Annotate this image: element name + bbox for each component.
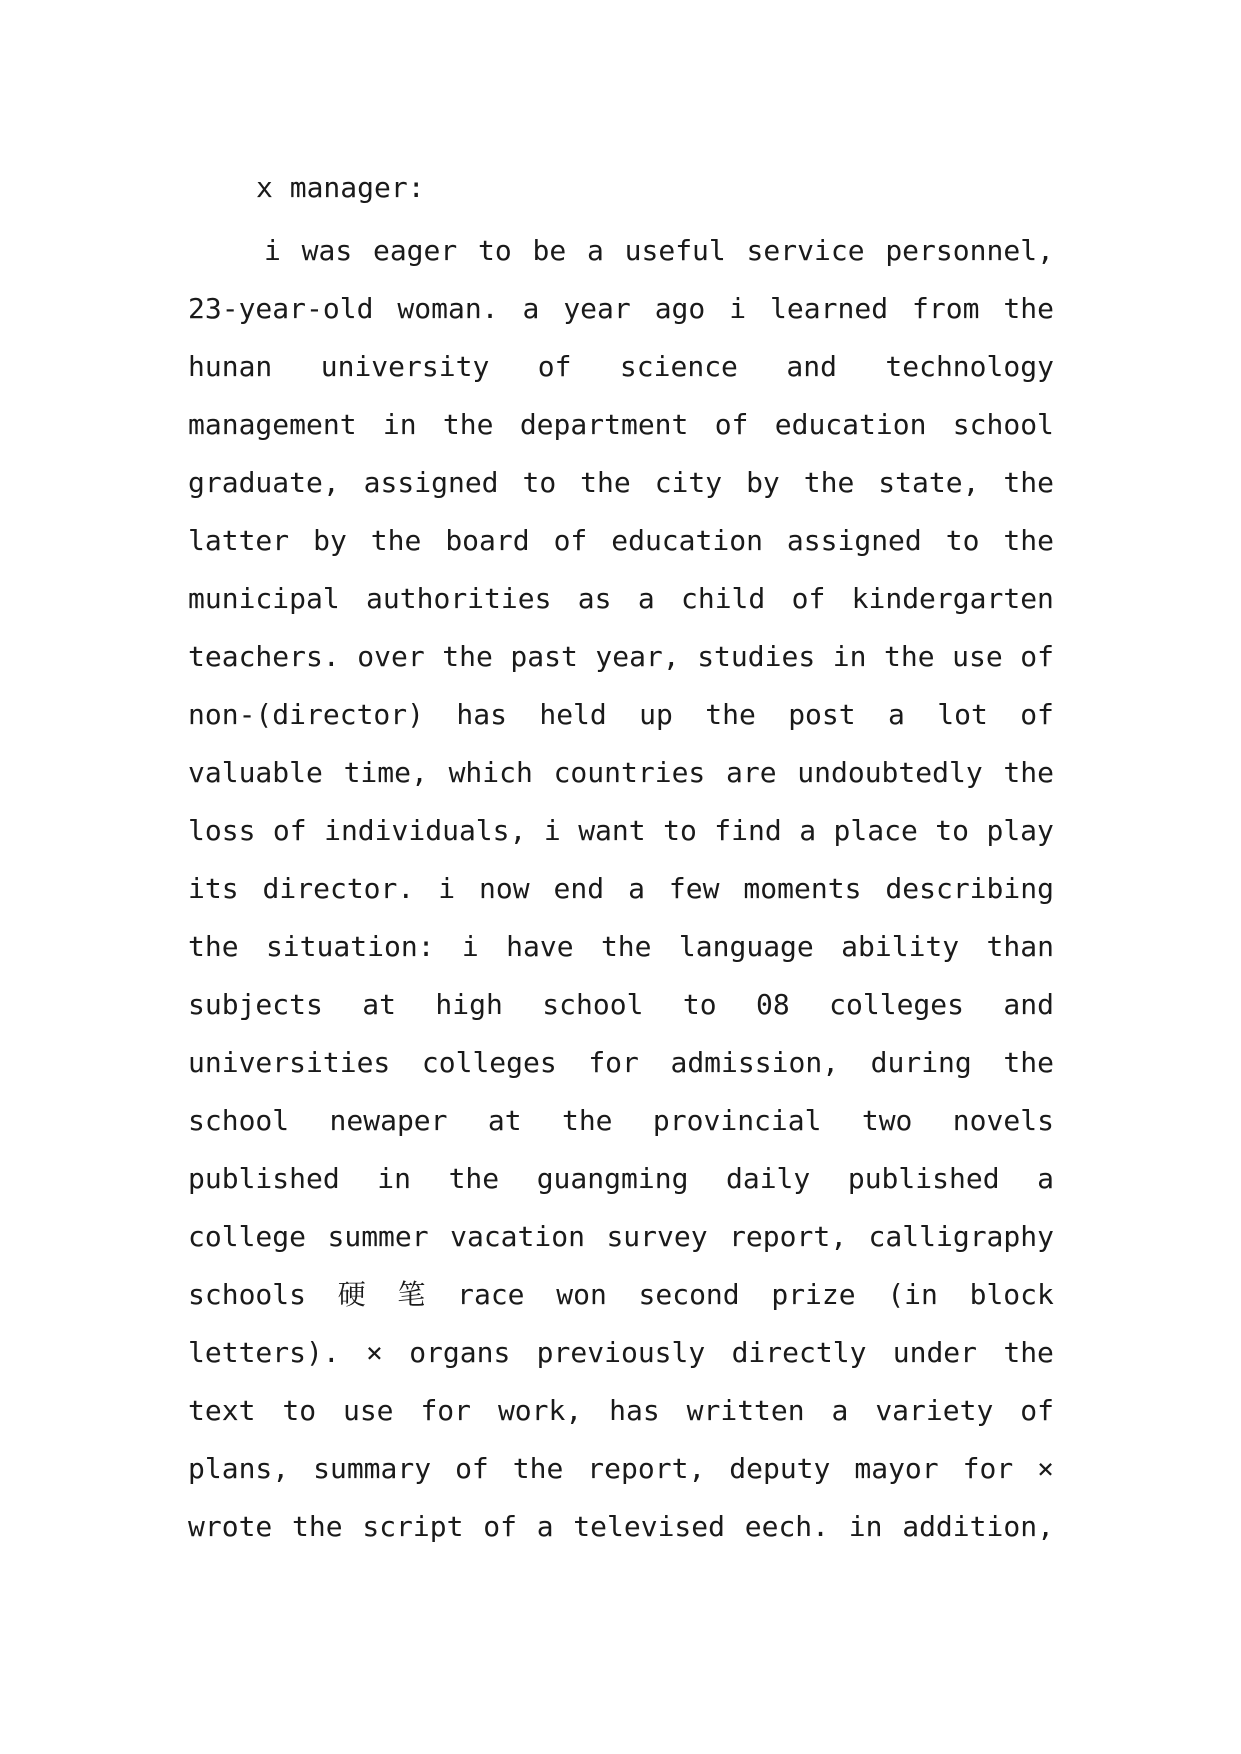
text-line — [188, 1208, 1054, 1266]
word: deputy — [729, 1452, 831, 1485]
word: the — [1003, 292, 1054, 325]
word: lot — [937, 698, 988, 731]
word: of — [1020, 698, 1054, 731]
word: the — [1003, 466, 1054, 499]
word: management — [188, 408, 357, 441]
word: directly — [731, 1336, 867, 1369]
word: provincial — [652, 1104, 822, 1137]
word: published — [847, 1162, 1000, 1195]
word: of — [483, 1510, 517, 1543]
word: to — [282, 1394, 317, 1427]
word: are — [725, 756, 777, 789]
word: of — [714, 408, 749, 441]
word: use — [952, 640, 1003, 673]
word: report, — [587, 1452, 706, 1485]
word: (in — [887, 1278, 938, 1311]
text-line — [188, 1092, 1054, 1150]
word: technology — [885, 350, 1054, 383]
word: letters). — [188, 1336, 340, 1369]
word: the — [1003, 1046, 1054, 1079]
word: i — [264, 234, 281, 267]
word: was — [301, 234, 353, 267]
word: hunan — [188, 350, 273, 383]
word: the — [803, 466, 855, 499]
word: post — [788, 698, 856, 731]
word: by — [746, 466, 780, 499]
word: year, — [595, 640, 680, 673]
word: report, — [729, 1220, 848, 1253]
word: useful — [624, 234, 726, 267]
word: of — [1020, 1394, 1054, 1427]
word: under — [892, 1336, 978, 1369]
word: a — [831, 1394, 849, 1427]
text-line — [188, 744, 1054, 802]
word: be — [532, 234, 567, 267]
word: i — [729, 292, 747, 325]
word: televised — [573, 1510, 725, 1543]
word: department — [519, 408, 689, 441]
word: the — [512, 1452, 564, 1485]
word: prize — [771, 1278, 856, 1311]
word: i — [438, 872, 456, 905]
word: high — [435, 988, 503, 1021]
word: place — [833, 814, 918, 847]
word: countries — [553, 756, 706, 789]
word: school — [952, 408, 1054, 441]
word: of — [791, 582, 826, 615]
word: to — [478, 234, 512, 267]
word: of — [537, 350, 572, 383]
word: use — [342, 1394, 394, 1427]
word: undoubtedly — [797, 756, 983, 789]
word: past — [510, 640, 578, 673]
word: text — [188, 1394, 256, 1427]
word: previously — [536, 1336, 706, 1369]
word: valuable — [188, 756, 323, 789]
word: the — [292, 1510, 343, 1543]
text-line — [188, 1382, 1054, 1440]
word: work, — [497, 1394, 583, 1427]
word: variety — [875, 1394, 994, 1427]
word: to — [682, 988, 717, 1021]
word: have — [506, 930, 574, 963]
word: eech. — [744, 1510, 830, 1543]
word: a — [628, 872, 645, 905]
letter-body — [188, 164, 1054, 1556]
word: find — [714, 814, 782, 847]
word: up — [639, 698, 673, 731]
word: two — [861, 1104, 913, 1137]
word: personnel, — [885, 234, 1054, 267]
text-line — [188, 222, 1054, 280]
word: mayor — [854, 1452, 939, 1485]
word: education — [611, 524, 763, 557]
text-line — [188, 570, 1054, 628]
text-line — [188, 1498, 1054, 1556]
word: woman. — [397, 292, 499, 325]
word: a — [522, 292, 540, 325]
word: and — [1003, 988, 1054, 1021]
word: graduate, — [188, 466, 340, 499]
word: 笔 — [397, 1278, 426, 1311]
text-line — [188, 1324, 1054, 1382]
word: the — [561, 1104, 613, 1137]
word: has — [456, 698, 507, 731]
word: survey — [606, 1220, 708, 1253]
word: ability — [841, 930, 960, 963]
word: describing — [885, 872, 1054, 905]
word: block — [969, 1278, 1054, 1311]
text-line — [188, 860, 1054, 918]
word: won — [556, 1278, 607, 1311]
text-line — [188, 454, 1054, 512]
word: learned — [770, 292, 889, 325]
word: state, — [878, 466, 980, 499]
word: race — [457, 1278, 525, 1311]
word: wrote — [188, 1510, 273, 1543]
word: the — [600, 930, 652, 963]
word: in — [848, 1510, 883, 1543]
word: eager — [372, 234, 458, 267]
word: education — [774, 408, 927, 441]
word: of — [455, 1452, 489, 1485]
word: published — [188, 1162, 340, 1195]
word: and — [786, 350, 837, 383]
text-line — [188, 396, 1054, 454]
word: calligraphy — [868, 1220, 1054, 1253]
text-line — [188, 976, 1054, 1034]
word: in — [377, 1162, 411, 1195]
word: to — [935, 814, 969, 847]
word: a — [637, 582, 655, 615]
word: municipal — [188, 582, 340, 615]
paragraph — [188, 222, 1054, 1556]
text-line — [188, 280, 1054, 338]
word: service — [746, 234, 865, 267]
word: the — [442, 408, 494, 441]
word: by — [313, 524, 347, 557]
word: ago — [654, 292, 706, 325]
word: during — [870, 1046, 972, 1079]
word: summer — [327, 1220, 429, 1253]
word: × — [1037, 1452, 1054, 1485]
word: latter — [188, 524, 290, 557]
word: novels — [952, 1104, 1054, 1137]
word: the — [1003, 1336, 1054, 1369]
word: for — [420, 1394, 472, 1427]
word: a — [536, 1510, 554, 1543]
word: moments — [743, 872, 862, 905]
word: admission, — [670, 1046, 840, 1079]
word: play — [986, 814, 1054, 847]
word: 08 — [756, 988, 790, 1021]
word: the — [1003, 756, 1054, 789]
word: teachers. — [188, 640, 340, 673]
word: the — [370, 524, 422, 557]
word: colleges — [421, 1046, 557, 1079]
text-line — [188, 628, 1054, 686]
word: second — [638, 1278, 740, 1311]
word: over — [357, 640, 425, 673]
word: child — [680, 582, 766, 615]
word: time, — [343, 756, 428, 789]
word: assigned — [363, 466, 499, 499]
word: written — [686, 1394, 805, 1427]
word: the — [448, 1162, 500, 1195]
word: want — [578, 814, 646, 847]
text-line — [188, 802, 1054, 860]
text-line — [188, 1150, 1054, 1208]
word: to — [522, 466, 557, 499]
word: authorities — [366, 582, 552, 615]
word: at — [487, 1104, 522, 1137]
word: addition, — [902, 1510, 1054, 1543]
word: a — [1037, 1162, 1054, 1195]
word: newaper — [329, 1104, 448, 1137]
word: the — [442, 640, 493, 673]
word: 23-year-old — [188, 292, 374, 325]
word: the — [1003, 524, 1054, 557]
word: schools — [188, 1278, 307, 1311]
word: than — [986, 930, 1054, 963]
word: i — [543, 814, 561, 847]
word: held — [539, 698, 607, 731]
word: which — [448, 756, 533, 789]
word: language — [678, 930, 814, 963]
word: a — [888, 698, 905, 731]
word: in — [832, 640, 867, 673]
word: university — [320, 350, 490, 383]
word: daily — [725, 1162, 811, 1195]
word: its — [188, 872, 239, 905]
word: to — [945, 524, 980, 557]
word: script — [362, 1510, 464, 1543]
word: vacation — [450, 1220, 585, 1253]
word: studies — [697, 640, 816, 673]
word: summary — [313, 1452, 432, 1485]
word: a — [587, 234, 604, 267]
word: in — [382, 408, 417, 441]
word: for — [962, 1452, 1014, 1485]
word: school — [542, 988, 644, 1021]
word: board — [445, 524, 530, 557]
word: city — [654, 466, 723, 499]
text-line — [188, 512, 1054, 570]
word: colleges — [829, 988, 964, 1021]
word: i — [461, 930, 479, 963]
word: year — [563, 292, 631, 325]
salutation: x manager: — [256, 171, 425, 204]
word: from — [912, 292, 980, 325]
text-line — [188, 686, 1054, 744]
word: the — [580, 466, 631, 499]
word: organs — [409, 1336, 511, 1369]
word: 硬 — [337, 1278, 366, 1311]
word: now — [479, 872, 530, 905]
word: individuals, — [324, 814, 527, 847]
word: non-(director) — [188, 698, 425, 731]
word: to — [663, 814, 697, 847]
word: of — [272, 814, 307, 847]
word: universities — [188, 1046, 391, 1079]
word: director. — [262, 872, 415, 905]
word: as — [577, 582, 612, 615]
text-line — [188, 918, 1054, 976]
word: school — [188, 1104, 290, 1137]
word: guangming — [536, 1162, 689, 1195]
text-line — [188, 338, 1054, 396]
word: a — [799, 814, 817, 847]
text-line — [188, 1440, 1054, 1498]
word: the — [188, 930, 239, 963]
word: college — [188, 1220, 307, 1253]
word: loss — [188, 814, 256, 847]
word: assigned — [786, 524, 922, 557]
word: situation: — [265, 930, 435, 963]
word: the — [884, 640, 935, 673]
word: subjects — [188, 988, 323, 1021]
word: kindergarten — [851, 582, 1054, 615]
word: × — [366, 1336, 383, 1369]
word: end — [553, 872, 605, 905]
word: has — [609, 1394, 660, 1427]
word: of — [553, 524, 588, 557]
word: the — [705, 698, 756, 731]
word: plans, — [188, 1452, 290, 1485]
text-line — [188, 1266, 1054, 1324]
word: few — [668, 872, 720, 905]
text-line — [188, 1034, 1054, 1092]
word: of — [1020, 640, 1054, 673]
word: for — [588, 1046, 639, 1079]
word: at — [362, 988, 396, 1021]
word: science — [619, 350, 738, 383]
